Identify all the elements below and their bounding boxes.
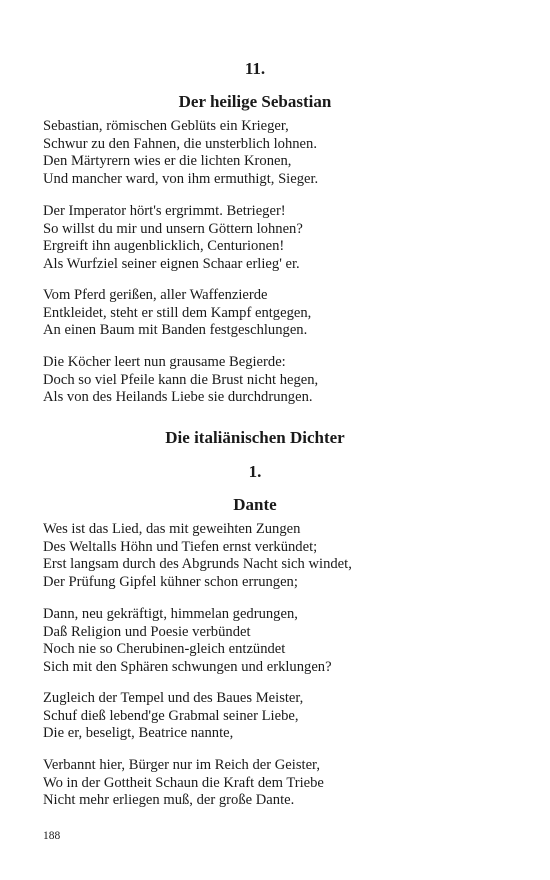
- stanza-1: [43, 118, 513, 188]
- verse-line: Sich mit den Sphären schwungen und erklungen?: [43, 658, 332, 675]
- verse-line: Erst langsam durch des Abgrunds Nacht sich windet,: [43, 556, 352, 572]
- verse-line: Zugleich der Tempel und des Baues Meister,: [43, 690, 304, 706]
- verse-line: Schuf dieß lebend'ge Grabmal seiner Liebe,: [43, 707, 299, 724]
- verse-line: An einen Baum mit Banden festgeschlungen.: [43, 322, 308, 338]
- verse-line: Doch so viel Pfeile kann die Brust nicht hegen,: [43, 371, 319, 388]
- stanza-1: [43, 521, 513, 591]
- verse-line: Noch nie so Cherubinen-gleich entzündet: [43, 641, 286, 657]
- section-title: Die italiänischen Dichter: [165, 428, 345, 447]
- stanza-2: [43, 203, 513, 273]
- stanza-2: [43, 606, 513, 676]
- verse-line: Die Köcher leert nun grausame Begierde:: [43, 354, 286, 370]
- verse-line: Ergreift ihn augenblicklich, Centurionen!: [43, 238, 285, 254]
- verse-line: Als von des Heilands Liebe sie durchdrungen.: [43, 389, 313, 405]
- verse-line: Den Märtyrern wies er die lichten Kronen,: [43, 153, 292, 169]
- verse-line: Der Prüfung Gipfel kühner schon errungen;: [43, 573, 298, 590]
- stanza-3: [43, 287, 513, 340]
- verse-line: Nicht mehr erliegen muß, der große Dante.: [43, 792, 295, 808]
- verse-line: Sebastian, römischen Geblüts ein Krieger,: [43, 118, 289, 134]
- poem-number: 11.: [244, 59, 266, 78]
- verse-line: Die er, beseligt, Beatrice nannte,: [43, 725, 234, 741]
- verse-line: Daß Religion und Poesie verbündet: [43, 623, 251, 640]
- verse-line: Entkleidet, steht er still dem Kampf entgegen,: [43, 304, 312, 321]
- verse-line: Dann, neu gekräftigt, himmelan gedrungen,: [43, 606, 298, 622]
- verse-line: Wo in der Gottheit Schaun die Kraft dem Triebe: [43, 774, 324, 791]
- poem-title: Dante: [233, 495, 277, 514]
- verse-line: So willst du mir und unsern Göttern lohnen?: [43, 220, 303, 237]
- stanza-4: [43, 354, 513, 407]
- poem-number: 1.: [248, 462, 262, 481]
- verse-line: Der Imperator hört's ergrimmt. Betrieger!: [43, 203, 286, 219]
- stanza-4: [43, 757, 513, 810]
- verse-line: Schwur zu den Fahnen, die unsterblich lohnen.: [43, 135, 317, 152]
- stanza-3: [43, 690, 513, 743]
- verse-line: Und mancher ward, von ihm ermuthigt, Sieger.: [43, 170, 319, 187]
- verse-line: Als Wurfziel seiner eignen Schaar erlieg' er.: [43, 255, 300, 272]
- verse-line: Wes ist das Lied, das mit geweihten Zungen: [43, 521, 301, 537]
- verse-line: Des Weltalls Höhn und Tiefen ernst verkündet;: [43, 538, 318, 555]
- verse-line: Verbannt hier, Bürger nur im Reich der Geister,: [43, 757, 320, 773]
- page-number: 188: [43, 830, 61, 842]
- poem-title: Der heilige Sebastian: [178, 92, 332, 111]
- verse-line: Vom Pferd gerißen, aller Waffenzierde: [43, 287, 268, 303]
